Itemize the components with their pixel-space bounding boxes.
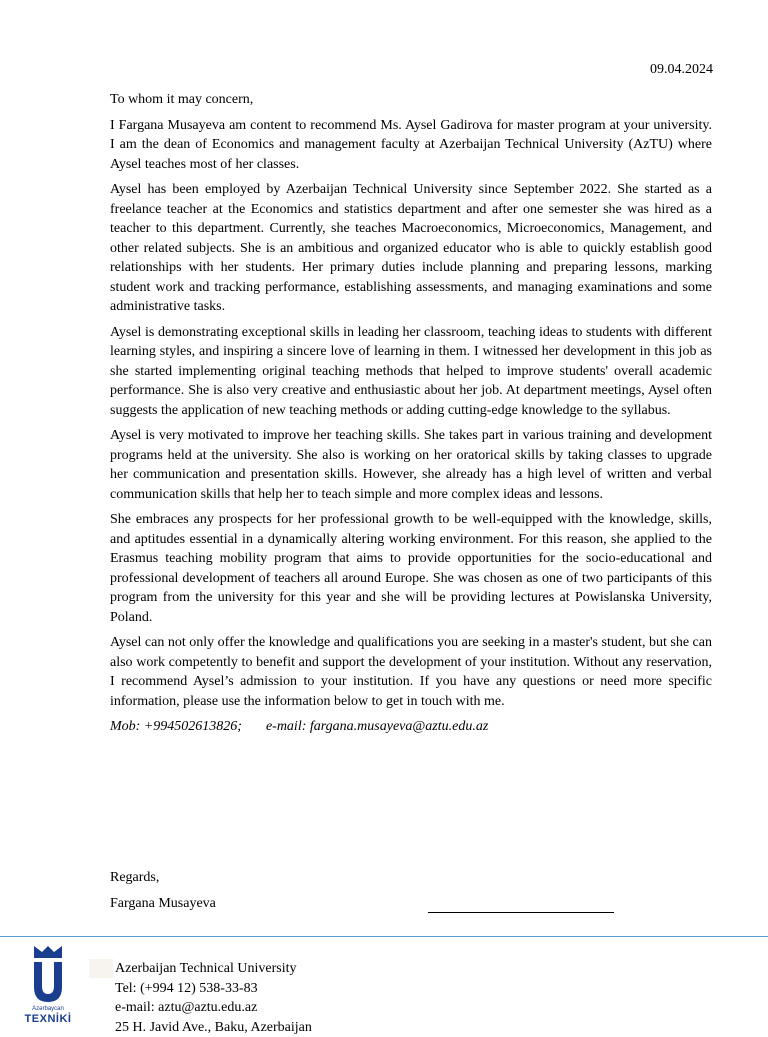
footer-address: 25 H. Javid Ave., Baku, Azerbaijan [115, 1018, 312, 1037]
letter-date: 09.04.2024 [650, 60, 713, 79]
logo-caption-big: TEXNİKİ [20, 1013, 76, 1025]
footer-email: e-mail: aztu@aztu.edu.az [115, 998, 312, 1018]
letter-body [110, 90, 712, 737]
mobile-number: Mob: +994502613826; [110, 719, 242, 734]
paragraph-introduction: I Fargana Musayeva am content to recommend Ms. Aysel Gadirova for master program at your university. I am the dean of Economics and management faculty at Azerbaijan Technical University (AzTU) where Aysel teaches most of her classes. [110, 116, 712, 175]
footer-divider [0, 936, 768, 937]
paragraph-motivation: Aysel is very motivated to improve her teaching skills. She takes part in various training and development programs held at the university. She also is working on her oratorical skills by taking classes to upgrade her communication and presentation skills. However, she already has a high level of written and verbal communication skills that help her to teach simple and more complex ideas and lessons. [110, 426, 712, 504]
email-address: e-mail: fargana.musayeva@aztu.edu.az [266, 719, 488, 734]
footer-telephone: Tel: (+994 12) 538-33-83 [115, 979, 312, 999]
signer-name: Fargana Musayeva [110, 894, 216, 913]
logo-caption-small: Azərbaycan [20, 1006, 76, 1012]
paragraph-skills: Aysel is demonstrating exceptional skills in leading her classroom, teaching ideas to students with different learning styles, and inspiring a sincere love of learning in them. I witnessed her development in this job as she started implementing original teaching methods that helped to improve students' overall academic performance. She is also very creative and enthusiastic about her job. At department meetings, Aysel often suggests the application of new teaching methods or adding cutting-edge knowledge to the syllabus. [110, 323, 712, 421]
contact-line [110, 717, 712, 737]
footer-university-name: Azerbaijan Technical University [115, 959, 312, 979]
paragraph-growth: She embraces any prospects for her professional growth to be well-equipped with the knowledge, skills, and aptitudes essential in a dynamically altering working environment. For this reason, she applied to the Erasmus teaching mobility program that aims to provide opportunities for the socio-educational and professional development of teachers all around Europe. She was chosen as one of two participants of this program from the university for this year and she will be providing lectures at Powislanska University, Poland. [110, 510, 712, 627]
signature-line [428, 912, 614, 913]
footer-contact-info [115, 959, 312, 1037]
greeting: To whom it may concern, [110, 90, 712, 110]
paragraph-employment: Aysel has been employed by Azerbaijan Technical University since September 2022. She started as a freelance teacher at the Economics and statistics department and after one semester she was hired as a teacher to this department. Currently, she teaches Macroeconomics, Microeconomics, Management, and other related subjects. She is an ambitious and organized educator who is able to quickly establish good relationships with her students. Her primary duties include planning and preparing lessons, marking student work and tracking performance, establishing assessments, and managing examinations and some administrative tasks. [110, 180, 712, 317]
paragraph-recommendation: Aysel can not only offer the knowledge and qualifications you are seeking in a master's student, but she can also work competently to benefit and support the development of your institution. Without any reservation, I recommend Aysel’s admission to your institution. If you have any questions or need more specific information, please use the information below to get in touch with me. [110, 633, 712, 711]
closing-regards: Regards, [110, 868, 159, 887]
